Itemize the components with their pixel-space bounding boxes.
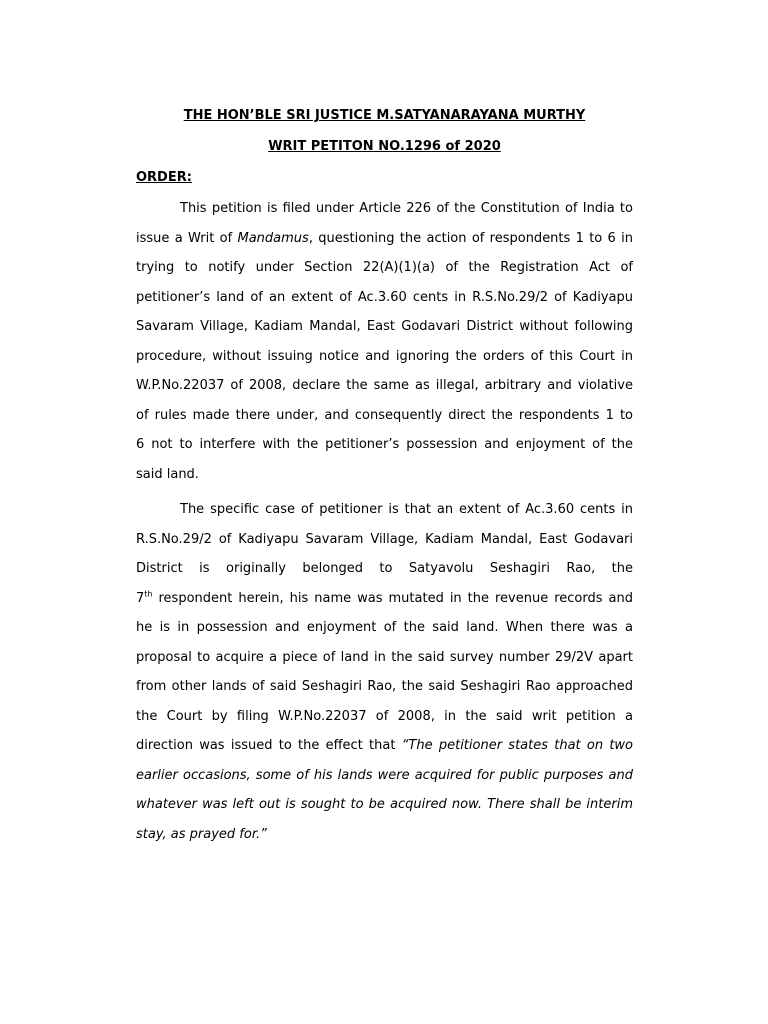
paragraph-text: issue a Writ of xyxy=(136,230,238,246)
paragraph-line xyxy=(136,731,633,761)
paragraph-line: petitioner’s land of an extent of Ac.3.60 cents in R.S.No.29/2 of Kadiyapu xyxy=(136,289,633,305)
paragraph-line: said land. xyxy=(136,466,199,482)
paragraph-line: This petition is filed under Article 226 of the Constitution of India to xyxy=(180,201,633,216)
paragraph-line: W.P.No.22037 of 2008, declare the same as illegal, arbitrary and violative xyxy=(136,378,633,393)
paragraph-line: the Court by filing W.P.No.22037 of 2008, in the said writ petition a xyxy=(136,708,633,724)
italic-text: “The petitioner states that on two xyxy=(401,738,633,753)
paragraph-text: respondent herein, his name was mutated in the revenue records and xyxy=(152,590,633,606)
paragraph-text: direction was issued to the effect that xyxy=(136,738,402,753)
paragraph-line xyxy=(136,584,633,614)
paragraph-line: 6 not to interfere with the petitioner’s possession and enjoyment of the xyxy=(136,437,633,452)
italic-text: earlier occasions, some of his lands were acquired for public purposes and xyxy=(136,767,633,783)
paragraph-line: of rules made there under, and consequently direct the respondents 1 to xyxy=(136,407,633,423)
paragraph-text: , questioning the action of respondents 1 to 6 in xyxy=(308,230,633,246)
case-number-heading: WRIT PETITON NO.1296 of 2020 xyxy=(268,139,501,154)
italic-text: Mandamus xyxy=(237,230,309,246)
paragraph-line: procedure, without issuing notice and ignoring the orders of this Court in xyxy=(136,348,633,364)
paragraph-line: he is in possession and enjoyment of the said land. When there was a xyxy=(136,620,633,635)
paragraph-text: 7 xyxy=(136,590,145,606)
paragraph-line xyxy=(136,790,633,820)
paragraph-line: District is originally belonged to Satyavolu Seshagiri Rao, the xyxy=(136,561,633,576)
paragraph-line: trying to notify under Section 22(A)(1)(a) of the Registration Act of xyxy=(136,260,633,275)
paragraph-line xyxy=(136,224,633,254)
paragraph-line: from other lands of said Seshagiri Rao, the said Seshagiri Rao approached xyxy=(136,679,633,694)
paragraph-line: R.S.No.29/2 of Kadiyapu Savaram Village, Kadiam Mandal, East Godavari xyxy=(136,531,633,547)
paragraph-line xyxy=(136,820,633,850)
paragraph-2 xyxy=(136,495,633,849)
order-label: ORDER: xyxy=(136,170,192,185)
judge-heading: THE HON’BLE SRI JUSTICE M.SATYANARAYANA MURTHY xyxy=(183,108,586,123)
paragraph-1 xyxy=(136,194,633,489)
paragraph-line xyxy=(136,761,633,791)
paragraph-line: The specific case of petitioner is that an extent of Ac.3.60 cents in xyxy=(180,502,633,517)
superscript-text: th xyxy=(144,589,153,599)
italic-text: stay, as prayed for.” xyxy=(136,826,267,842)
italic-text: whatever was left out is sought to be acquired now. There shall be interim xyxy=(136,797,633,812)
paragraph-line: proposal to acquire a piece of land in the said survey number 29/2V apart xyxy=(136,649,633,665)
paragraph-line: Savaram Village, Kadiam Mandal, East Godavari District without following xyxy=(136,319,633,334)
